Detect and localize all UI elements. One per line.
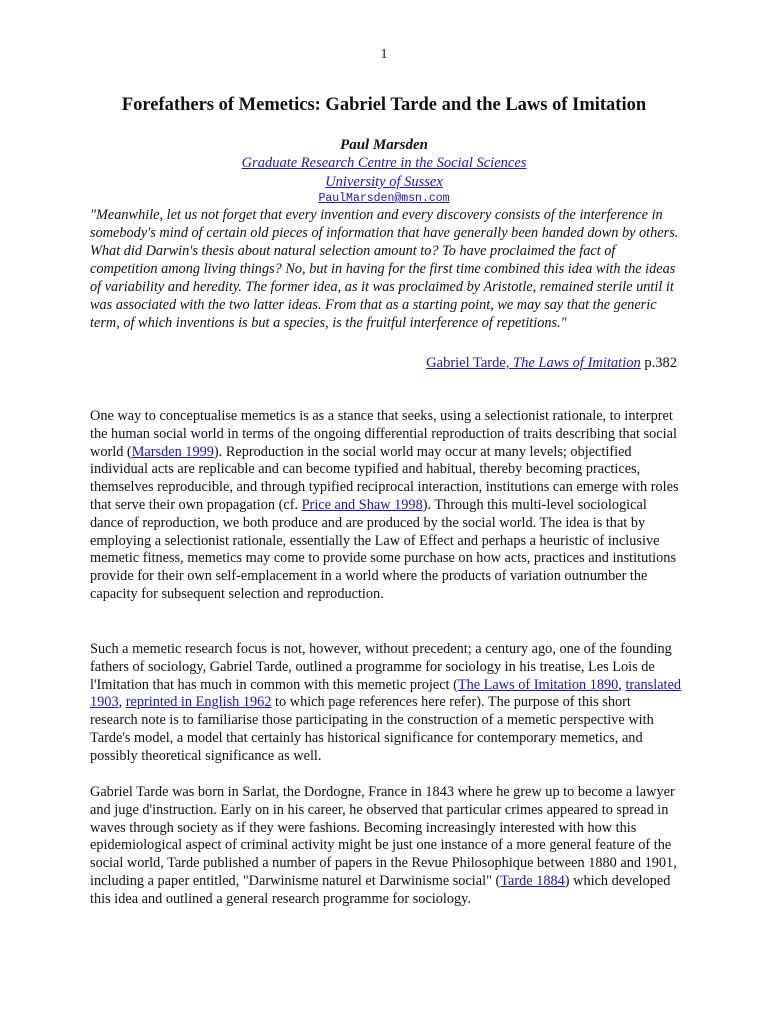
affiliation-link-university[interactable]: University of Sussex (325, 174, 443, 190)
citation-link-translated-1903[interactable]: translated 1903 (90, 676, 682, 711)
citation-link-reprinted-1962[interactable]: reprinted in English 1962 (125, 694, 272, 711)
affiliation-link-research-centre[interactable]: Graduate Research Centre in the Social Sciences (241, 155, 527, 171)
citation-link-marsden-1999[interactable]: Marsden 1999 (131, 443, 214, 460)
paragraph-text: Such a memetic research focus is not, however, without precedent; a century ago, one of the founding fathers of sociology, Gabriel Tarde, outlined a programme for sociology in his treatise, Les Lois de l'Imitation that has much in common with this memetic project ( (90, 641, 672, 693)
page-number: 1 (380, 47, 388, 62)
separator: , (118, 694, 126, 711)
email-link[interactable]: PaulMarsden@msn.com (318, 192, 450, 205)
attribution-work: The Laws of Imitation (513, 355, 641, 371)
citation-link-laws-of-imitation-1890[interactable]: The Laws of Imitation 1890 (457, 676, 619, 693)
paragraph-text: Gabriel Tarde was born in Sarlat, the Dordogne, France in 1843 where he grew up to become a lawyer and juge d'instruction. Early on in his career, he observed that particular crimes appeared to spread in waves through society as if they were fashions. Becoming increasingly interested with how this epidemiological aspect of criminal activity might be just one instance of a more general feature of the social world, Tarde published a number of papers in the Revue Philosophique between 1880 and 1901, including a paper entitled, "Darwinisme naturel et Darwinisme social" ( (90, 784, 677, 889)
body-paragraph-1 (90, 408, 682, 604)
paragraph-text: ) which developed this idea and outlined a general research programme for sociology. (90, 872, 671, 907)
citation-link-price-shaw-1998[interactable]: Price and Shaw 1998 (301, 496, 423, 513)
separator: , (618, 676, 626, 693)
epigraph-attribution (426, 355, 677, 372)
paragraph-text: ). Reproduction in the social world may occur at many levels; objectified individual acts are replicable and can become typified and habitual, thereby becoming practices, themselves reproducible, and through typified reciprocal interaction, institutions can emerge with roles that serve their own propagation (cf. (90, 443, 679, 513)
citation-link-tarde-1884[interactable]: Tarde 1884 (500, 872, 565, 889)
paragraph-text: ). Through this multi-level sociological dance of reproduction, we both produce and are produced by the social world. The idea is that by employing a selectionist rationale, essentially the Law of Effect and perhaps a heuristic of inclusive memetic fitness, memetics may come to provide some purchase on how acts, practices and institutions provide for their own self-emplacement in a world where the products of variation outnumber the capacity for subsequent selection and reproduction. (90, 496, 677, 602)
paragraph-text: to which page references here refer). The purpose of this short research note is to familiarise those participating in the construction of a memetic perspective with Tarde's model, a model that certainly has historical significance for contemporary memetics, and possibly theoretical significance as well. (90, 694, 654, 764)
attribution-page: p.382 (640, 355, 677, 371)
epigraph-quote: "Meanwhile, let us not forget that every invention and every discovery consists of the interference in somebody's mind of certain old pieces of information that have generally been handed down by others. What did Darwin's thesis about natural selection amount to? To have proclaimed the fact of competition among living things? No, but in having for the first time combined this idea with the ideas of variability and heredity. The former idea, as it was proclaimed by Aristotle, remained sterile until it was associated with the two latter ideas. From that as a starting point, we may say that the generic term, of which inventions is but a species, is the fruitful interference of repetitions." (90, 207, 679, 331)
attribution-author: Gabriel Tarde, (426, 355, 514, 371)
author-name: Paul Marsden (340, 137, 428, 153)
paper-title: Forefathers of Memetics: Gabriel Tarde and the Laws of Imitation (121, 95, 647, 115)
body-paragraph-3 (90, 784, 682, 909)
paragraph-text: One way to conceptualise memetics is as a stance that seeks, using a selectionist rationale, to interpret the human social world in terms of the ongoing differential reproduction of traits describing that social world ( (90, 408, 677, 460)
attribution-link[interactable] (426, 355, 641, 371)
body-paragraph-2 (90, 641, 682, 766)
